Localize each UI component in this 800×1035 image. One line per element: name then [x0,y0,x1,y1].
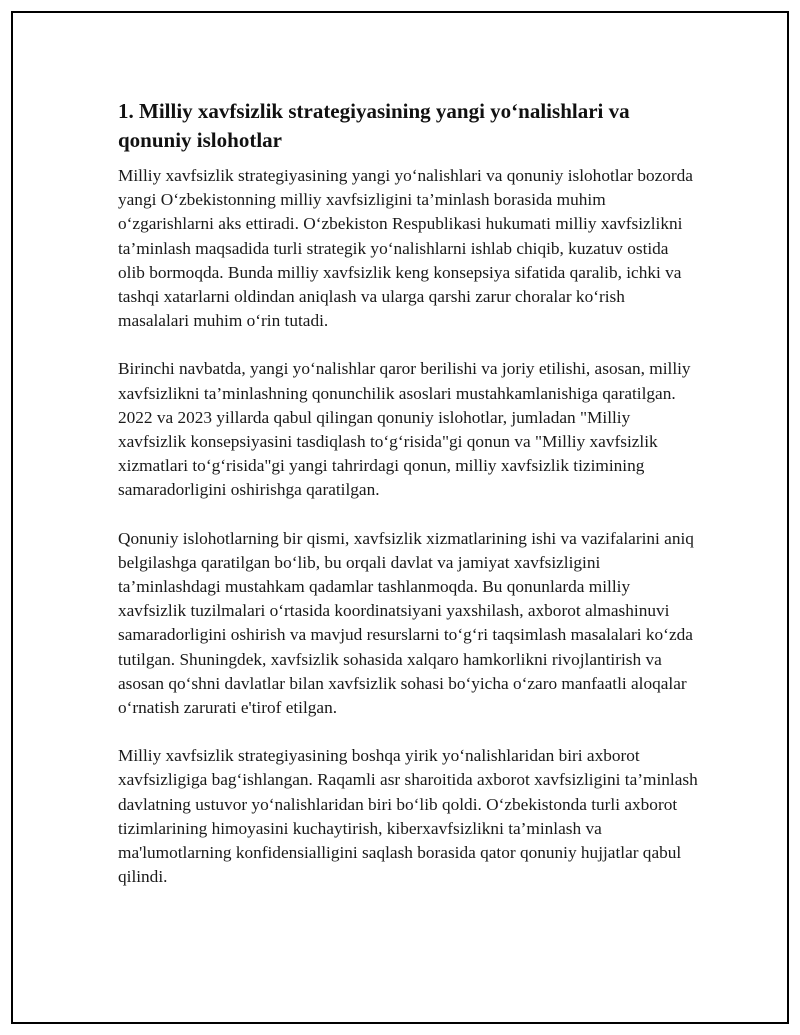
paragraph-2: Birinchi navbatda, yangi yo‘nalishlar qaror berilishi va joriy etilishi, asosan, milliy xavfsizlikni ta’minlashning qonunchilik asoslari mustahkamlanishiga qaratilgan. 2022 va 2023 yillarda qabul qilingan qonuniy islohotlar, jumladan "Milliy xavfsizlik konsepsiyasini tasdiqlash to‘g‘risida"gi qonun va "Milliy xavfsizlik xizmatlari to‘g‘risida"gi yangi tahrirdagi qonun, milliy xavfsizlik tizimining samaradorligini oshirishga qaratilgan. [118,359,691,500]
paragraph-4: Milliy xavfsizlik strategiyasining boshqa yirik yo‘nalishlaridan biri axborot xavfsizligiga bag‘ishlangan. Raqamli asr sharoitida axborot xavfsizligini ta’minlash davlatning ustuvor yo‘nalishlaridan biri bo‘lib qoldi. O‘zbekistonda turli axborot tizimlarining himoyasini kuchaytirish, kiberxavfsizlikni ta’minlash va ma'lumotlarning konfidensialligini saqlash borasida qator qonuniy hujjatlar qabul qilindi. [118,746,698,887]
document-body [118,97,698,913]
page-frame [11,11,789,1024]
paragraph-3: Qonuniy islohotlarning bir qismi, xavfsizlik xizmatlarining ishi va vazifalarini aniq belgilashga qaratilgan bo‘lib, bu orqali davlat va jamiyat xavfsizligini ta’minlashdagi mustahkam qadamlar tashlanmoqda. Bu qonunlarda milliy xavfsizlik tuzilmalari o‘rtasida koordinatsiyani yaxshilash, axborot almashinuvi samaradorligini oshirish va mavjud resurslarni to‘g‘ri taqsimlash masalalari ko‘zda tutilgan. Shuningdek, xavfsizlik sohasida xalqaro hamkorlikni rivojlantirish va asosan qo‘shni davlatlar bilan xavfsizlik sohasi bo‘yicha o‘zaro manfaatli aloqalar o‘rnatish zarurati e'tirof etilgan. [118,528,694,718]
paragraph-1: Milliy xavfsizlik strategiyasining yangi yo‘nalishlari va qonuniy islohotlar bozorda yangi O‘zbekistonning milliy xavfsizligini ta’minlash borasida muhim o‘zgarishlarni aks ettiradi. O‘zbekiston Respublikasi hukumati milliy xavfsizlikni ta’minlash maqsadida turli strategik yo‘nalishlarni ishlab chiqib, kuzatuv ostida olib bormoqda. Bunda milliy xavfsizlik keng konsepsiya sifatida qaralib, ichki va tashqi xatarlarni oldindan aniqlash va ularga qarshi zarur choralar ko‘rish masalalari muhim o‘rin tutadi. [118,166,693,331]
section-heading: 1. Milliy xavfsizlik strategiyasining yangi yo‘nalishlari va qonuniy islohotlar [118,99,630,152]
